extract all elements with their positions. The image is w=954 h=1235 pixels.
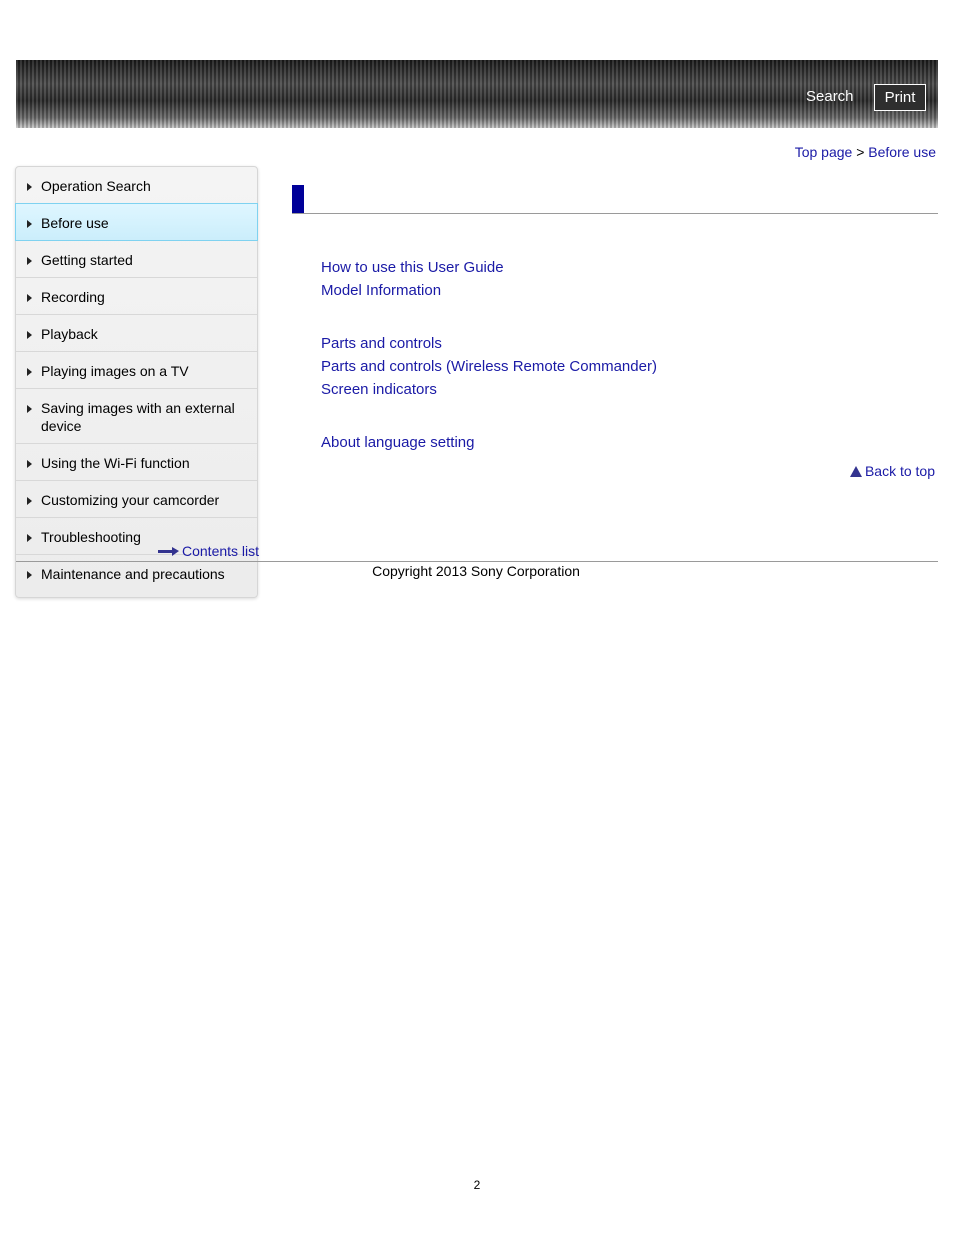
print-button[interactable]: Print <box>874 84 926 111</box>
sidebar-item-label: Recording <box>41 289 105 305</box>
sidebar-item-recording[interactable] <box>16 278 257 315</box>
caret-right-icon <box>27 460 32 468</box>
copyright-text: Copyright 2013 Sony Corporation <box>372 563 580 579</box>
sidebar-item-playback[interactable] <box>16 315 257 352</box>
footer-divider <box>16 561 938 562</box>
sidebar-item-label: Before use <box>41 215 109 231</box>
sidebar-item-label: Troubleshooting <box>41 529 141 545</box>
breadcrumb <box>795 144 936 160</box>
arrow-right-icon <box>158 547 180 555</box>
page-number: 2 <box>473 1178 481 1192</box>
sidebar-item-label: Saving images with an external device <box>41 400 235 434</box>
contents-list-label: Contents list <box>182 543 260 559</box>
sidebar-item-label: Playing images on a TV <box>41 363 189 379</box>
sidebar-item-label: Maintenance and precautions <box>41 566 225 582</box>
sidebar-nav <box>15 166 258 598</box>
sidebar-item-label: Playback <box>41 326 98 342</box>
caret-right-icon <box>27 368 32 376</box>
caret-right-icon <box>27 405 32 413</box>
breadcrumb-separator: > <box>852 144 869 160</box>
link-parts-and-controls[interactable]: Parts and controls <box>321 335 442 352</box>
sidebar-item-saving-images[interactable] <box>16 389 257 444</box>
link-how-to-use-guide[interactable]: How to use this User Guide <box>321 259 504 276</box>
sidebar-item-label: Operation Search <box>41 178 151 194</box>
link-model-information[interactable]: Model Information <box>321 282 442 299</box>
sidebar-item-label: Using the Wi-Fi function <box>41 455 190 471</box>
back-to-top-link[interactable] <box>850 463 935 479</box>
search-link[interactable]: Search <box>806 88 854 105</box>
caret-right-icon <box>27 294 32 302</box>
sidebar-item-customizing[interactable] <box>16 481 257 518</box>
sidebar-item-before-use[interactable] <box>15 203 258 241</box>
caret-right-icon <box>27 257 32 265</box>
sidebar-item-label: Getting started <box>41 252 133 268</box>
back-to-top-label: Back to top <box>864 463 935 479</box>
sidebar-item-playing-images-tv[interactable] <box>16 352 257 389</box>
caret-right-icon <box>27 331 32 339</box>
link-language-setting[interactable]: About language setting <box>321 434 475 451</box>
caret-right-icon <box>27 497 32 505</box>
caret-right-icon <box>27 183 32 191</box>
link-screen-indicators[interactable]: Screen indicators <box>321 381 437 398</box>
title-marker <box>292 185 304 213</box>
link-group-3 <box>321 431 474 454</box>
page-title-bar <box>292 185 938 214</box>
copyright <box>0 563 954 579</box>
caret-right-icon <box>27 534 32 542</box>
arrow-up-icon <box>850 466 862 477</box>
sidebar-item-getting-started[interactable] <box>16 241 257 278</box>
link-group-1 <box>321 256 504 302</box>
link-group-2 <box>321 332 657 401</box>
sidebar-item-operation-search[interactable] <box>16 167 257 204</box>
header-banner <box>16 60 938 128</box>
caret-right-icon <box>27 220 32 228</box>
sidebar-item-wifi-function[interactable] <box>16 444 257 481</box>
sidebar-item-label: Customizing your camcorder <box>41 492 220 508</box>
breadcrumb-top-page[interactable]: Top page <box>794 144 853 160</box>
breadcrumb-current[interactable]: Before use <box>868 144 936 160</box>
contents-list-link[interactable] <box>158 543 259 559</box>
link-parts-and-controls-remote[interactable]: Parts and controls (Wireless Remote Commander) <box>321 358 657 375</box>
